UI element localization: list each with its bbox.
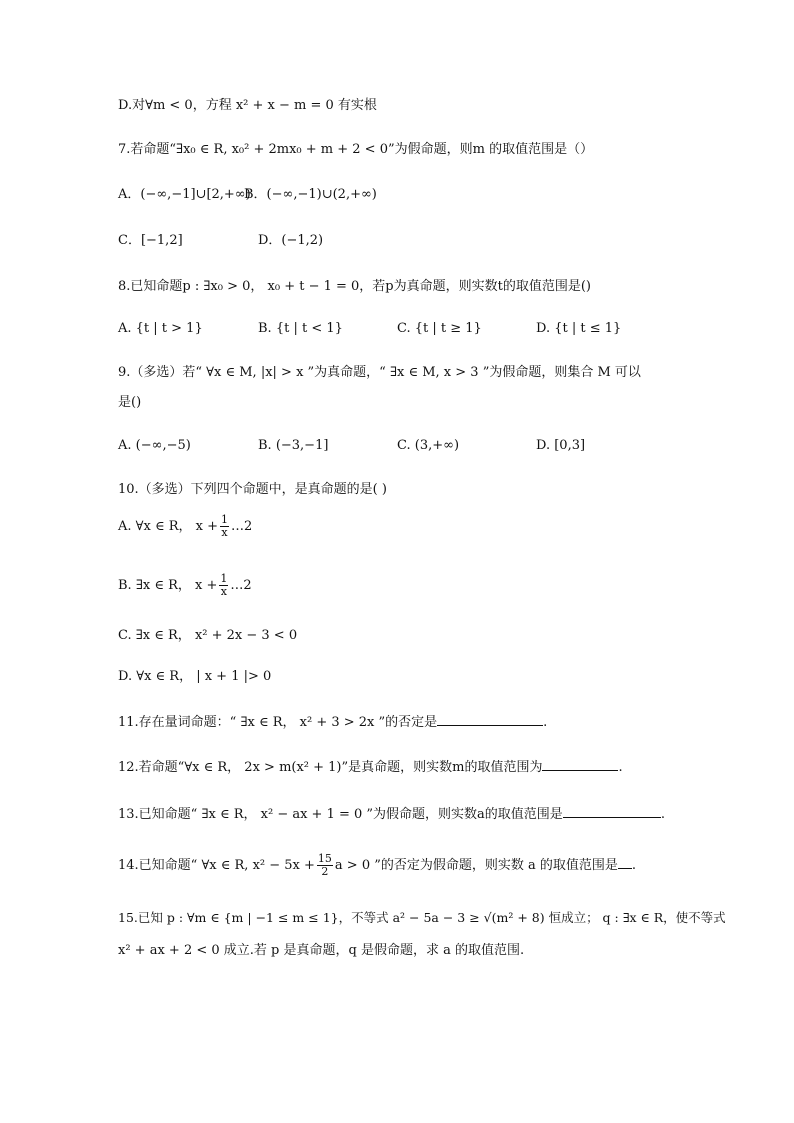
q7-option-d: D．(−1,2) — [258, 233, 324, 248]
q10-option-b-text: B. ∃x ∈ R， x + — [118, 578, 218, 593]
q10-option-b-fraction — [219, 573, 228, 598]
q8-option-c: C. {t | t ≥ 1} — [397, 321, 482, 336]
q10-option-a-text: A. ∀x ∈ R， x + — [118, 519, 218, 534]
q8-stem: 8.已知命题p : ∃x₀ > 0， x₀ + t − 1 = 0，若p为真命题，则实数t的取值范围是() — [118, 279, 591, 294]
q10-option-c: C. ∃x ∈ R， x² + 2x − 3 < 0 — [118, 628, 298, 643]
q10-option-a-numerator: 1 — [221, 513, 228, 526]
q11-stem: 11.存在量词命题：“ ∃x ∈ R， x² + 3 > 2x ”的否定是 — [118, 715, 438, 730]
q10-option-b-numerator: 1 — [220, 572, 228, 585]
q13-line — [118, 805, 665, 825]
q10-option-a-tail: …2 — [231, 519, 253, 534]
q12-stem: 12.若命题“∀x ∈ R， 2x > m(x² + 1)”是真命题，则实数m的取值范围为 — [118, 760, 543, 775]
q9-option-b: B. (−3,−1] — [258, 438, 329, 453]
q15-line1: 15.已知 p : ∀m ∈ {m | −1 ≤ m ≤ 1}，不等式 a² − 5a − 3 ≥ √(m² + 8) 恒成立； q : ∃x ∈ R，使不等式 — [118, 910, 726, 925]
q10-stem: 10.（多选）下列四个命题中，是真命题的是( ) — [118, 482, 387, 497]
q8-option-d: D. {t | t ≤ 1} — [536, 321, 622, 336]
q13-period: . — [660, 807, 665, 822]
q6-option-d: D.对∀m < 0，方程 x² + x − m = 0 有实根 — [118, 98, 377, 113]
q14-denominator: 2 — [321, 865, 329, 878]
q12-answer-blank[interactable] — [542, 758, 618, 771]
q14-numerator: 15 — [317, 852, 332, 865]
q7-option-a: A．(−∞,−1]∪[2,+∞) — [118, 187, 251, 202]
q9-option-d: D. [0,3] — [536, 438, 586, 453]
q10-option-a-fraction — [220, 514, 229, 539]
q9-stem-line2: 是() — [118, 395, 142, 410]
q14-line — [118, 853, 636, 878]
q10-option-a — [118, 514, 252, 539]
q7-option-c: C．[−1,2] — [118, 233, 183, 248]
q7-stem: 7.若命题“∃x₀ ∈ R, x₀² + 2mx₀ + m + 2 < 0”为假命题，则m 的取值范围是（） — [118, 142, 594, 157]
q9-option-c: C. (3,+∞) — [397, 438, 460, 453]
q8-option-b: B. {t | t < 1} — [258, 321, 343, 336]
q10-option-b-denominator: x — [220, 585, 227, 598]
q13-answer-blank[interactable] — [563, 805, 661, 818]
q12-period: . — [618, 760, 623, 775]
q14-stem-start: 14.已知命题“ ∀x ∈ R, x² − 5x + — [118, 858, 315, 873]
q11-answer-blank[interactable] — [437, 713, 543, 726]
q10-option-b — [118, 573, 252, 598]
q13-stem: 13.已知命题“ ∃x ∈ R， x² − ax + 1 = 0 ”为假命题，则实数a的取值范围是 — [118, 807, 563, 822]
q10-option-a-denominator: x — [221, 526, 228, 539]
q14-fraction — [317, 853, 333, 878]
q14-stem-end: a > 0 ”的否定为假命题，则实数 a 的取值范围是 — [334, 858, 618, 873]
q12-line — [118, 758, 623, 778]
q8-option-a: A. {t | t > 1} — [118, 321, 203, 336]
q14-answer-blank[interactable] — [618, 856, 632, 869]
q11-period: . — [543, 715, 548, 730]
q9-option-a: A. (−∞,−5) — [118, 438, 191, 453]
q11-line — [118, 713, 547, 733]
q15-line2: x² + ax + 2 < 0 成立.若 p 是真命题，q 是假命题，求 a 的取值范围. — [118, 943, 525, 958]
q14-period: . — [631, 858, 637, 873]
q7-option-b: B．(−∞,−1)∪(2,+∞) — [244, 187, 377, 202]
q10-option-b-tail: …2 — [230, 578, 252, 593]
q9-stem-line1: 9.（多选）若“ ∀x ∈ M, |x| > x ”为真命题，“ ∃x ∈ M, x > 3 ”为假命题，则集合 M 可以 — [118, 365, 641, 380]
q10-option-d: D. ∀x ∈ R， | x + 1 |> 0 — [118, 669, 272, 684]
